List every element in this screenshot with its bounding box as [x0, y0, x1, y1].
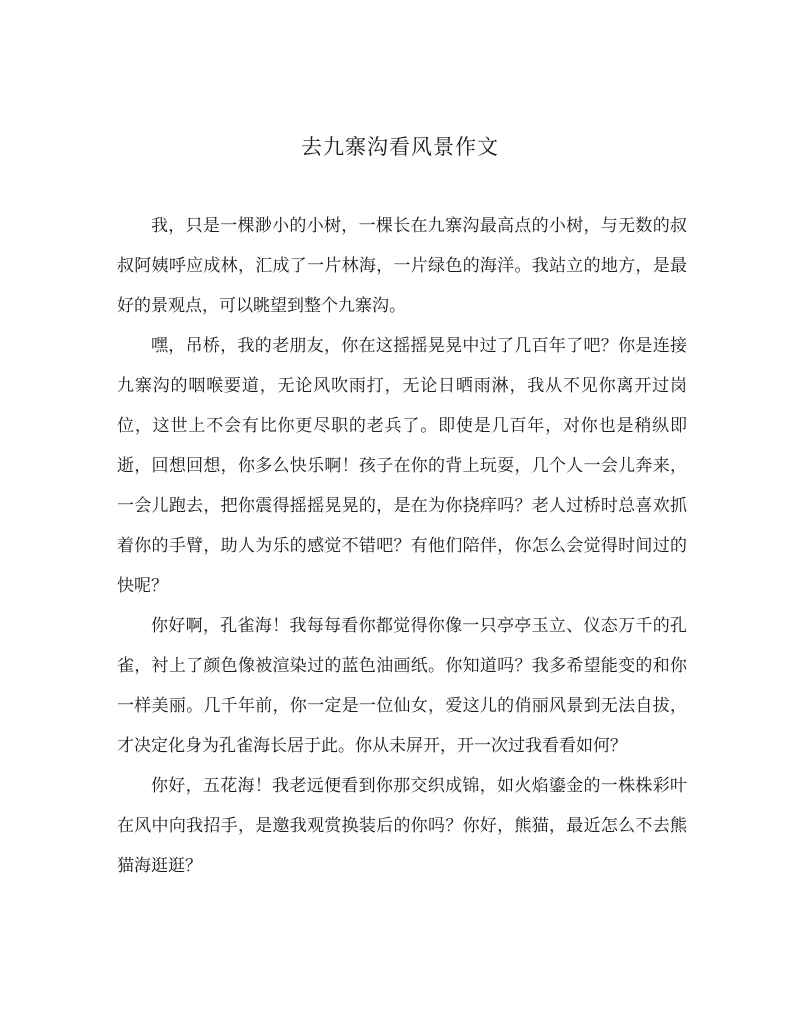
paragraph: 嘿，吊桥，我的老朋友，你在这摇摇晃晃中过了几百年了吧？你是连接九寨沟的咽喉要道，无论风吹雨打，无论日晒雨淋，我从不见你离开过岗位，这世上不会有比你更尽职的老兵了。即使是几百年，对你也是稍纵即逝，回想回想，你多么快乐啊！孩子在你的背上玩耍，几个人一会儿奔来，一会儿跑去，把你震得摇摇晃晃的，是在为你挠痒吗？老人过桥时总喜欢抓着你的手臂，助人为乐的感觉不错吧？有他们陪伴，你怎么会觉得时间过的快呢？	[117, 336, 687, 596]
paragraph: 你好，五花海！我老远便看到你那交织成锦，如火焰鎏金的一株株彩叶在风中向我招手，是邀我观赏换装后的你吗？你好，熊猫，最近怎么不去熊猫海逛逛？	[117, 776, 687, 876]
document-body	[117, 206, 687, 886]
paragraph: 你好啊，孔雀海！我每每看你都觉得你像一只亭亭玉立、仪态万千的孔雀，衬上了颜色像被渲染过的蓝色油画纸。你知道吗？我多希望能变的和你一样美丽。几千年前，你一定是一位仙女，爱这儿的俏丽风景到无法自拔，才决定化身为孔雀海长居于此。你从未屏开，开一次过我看看如何？	[117, 616, 687, 756]
paragraph: 我，只是一棵渺小的小树，一棵长在九寨沟最高点的小树，与无数的叔叔阿姨呼应成林，汇成了一片林海，一片绿色的海洋。我站立的地方，是最好的景观点，可以眺望到整个九寨沟。	[117, 216, 687, 316]
document-title: 去九寨沟看风景作文	[301, 135, 499, 159]
